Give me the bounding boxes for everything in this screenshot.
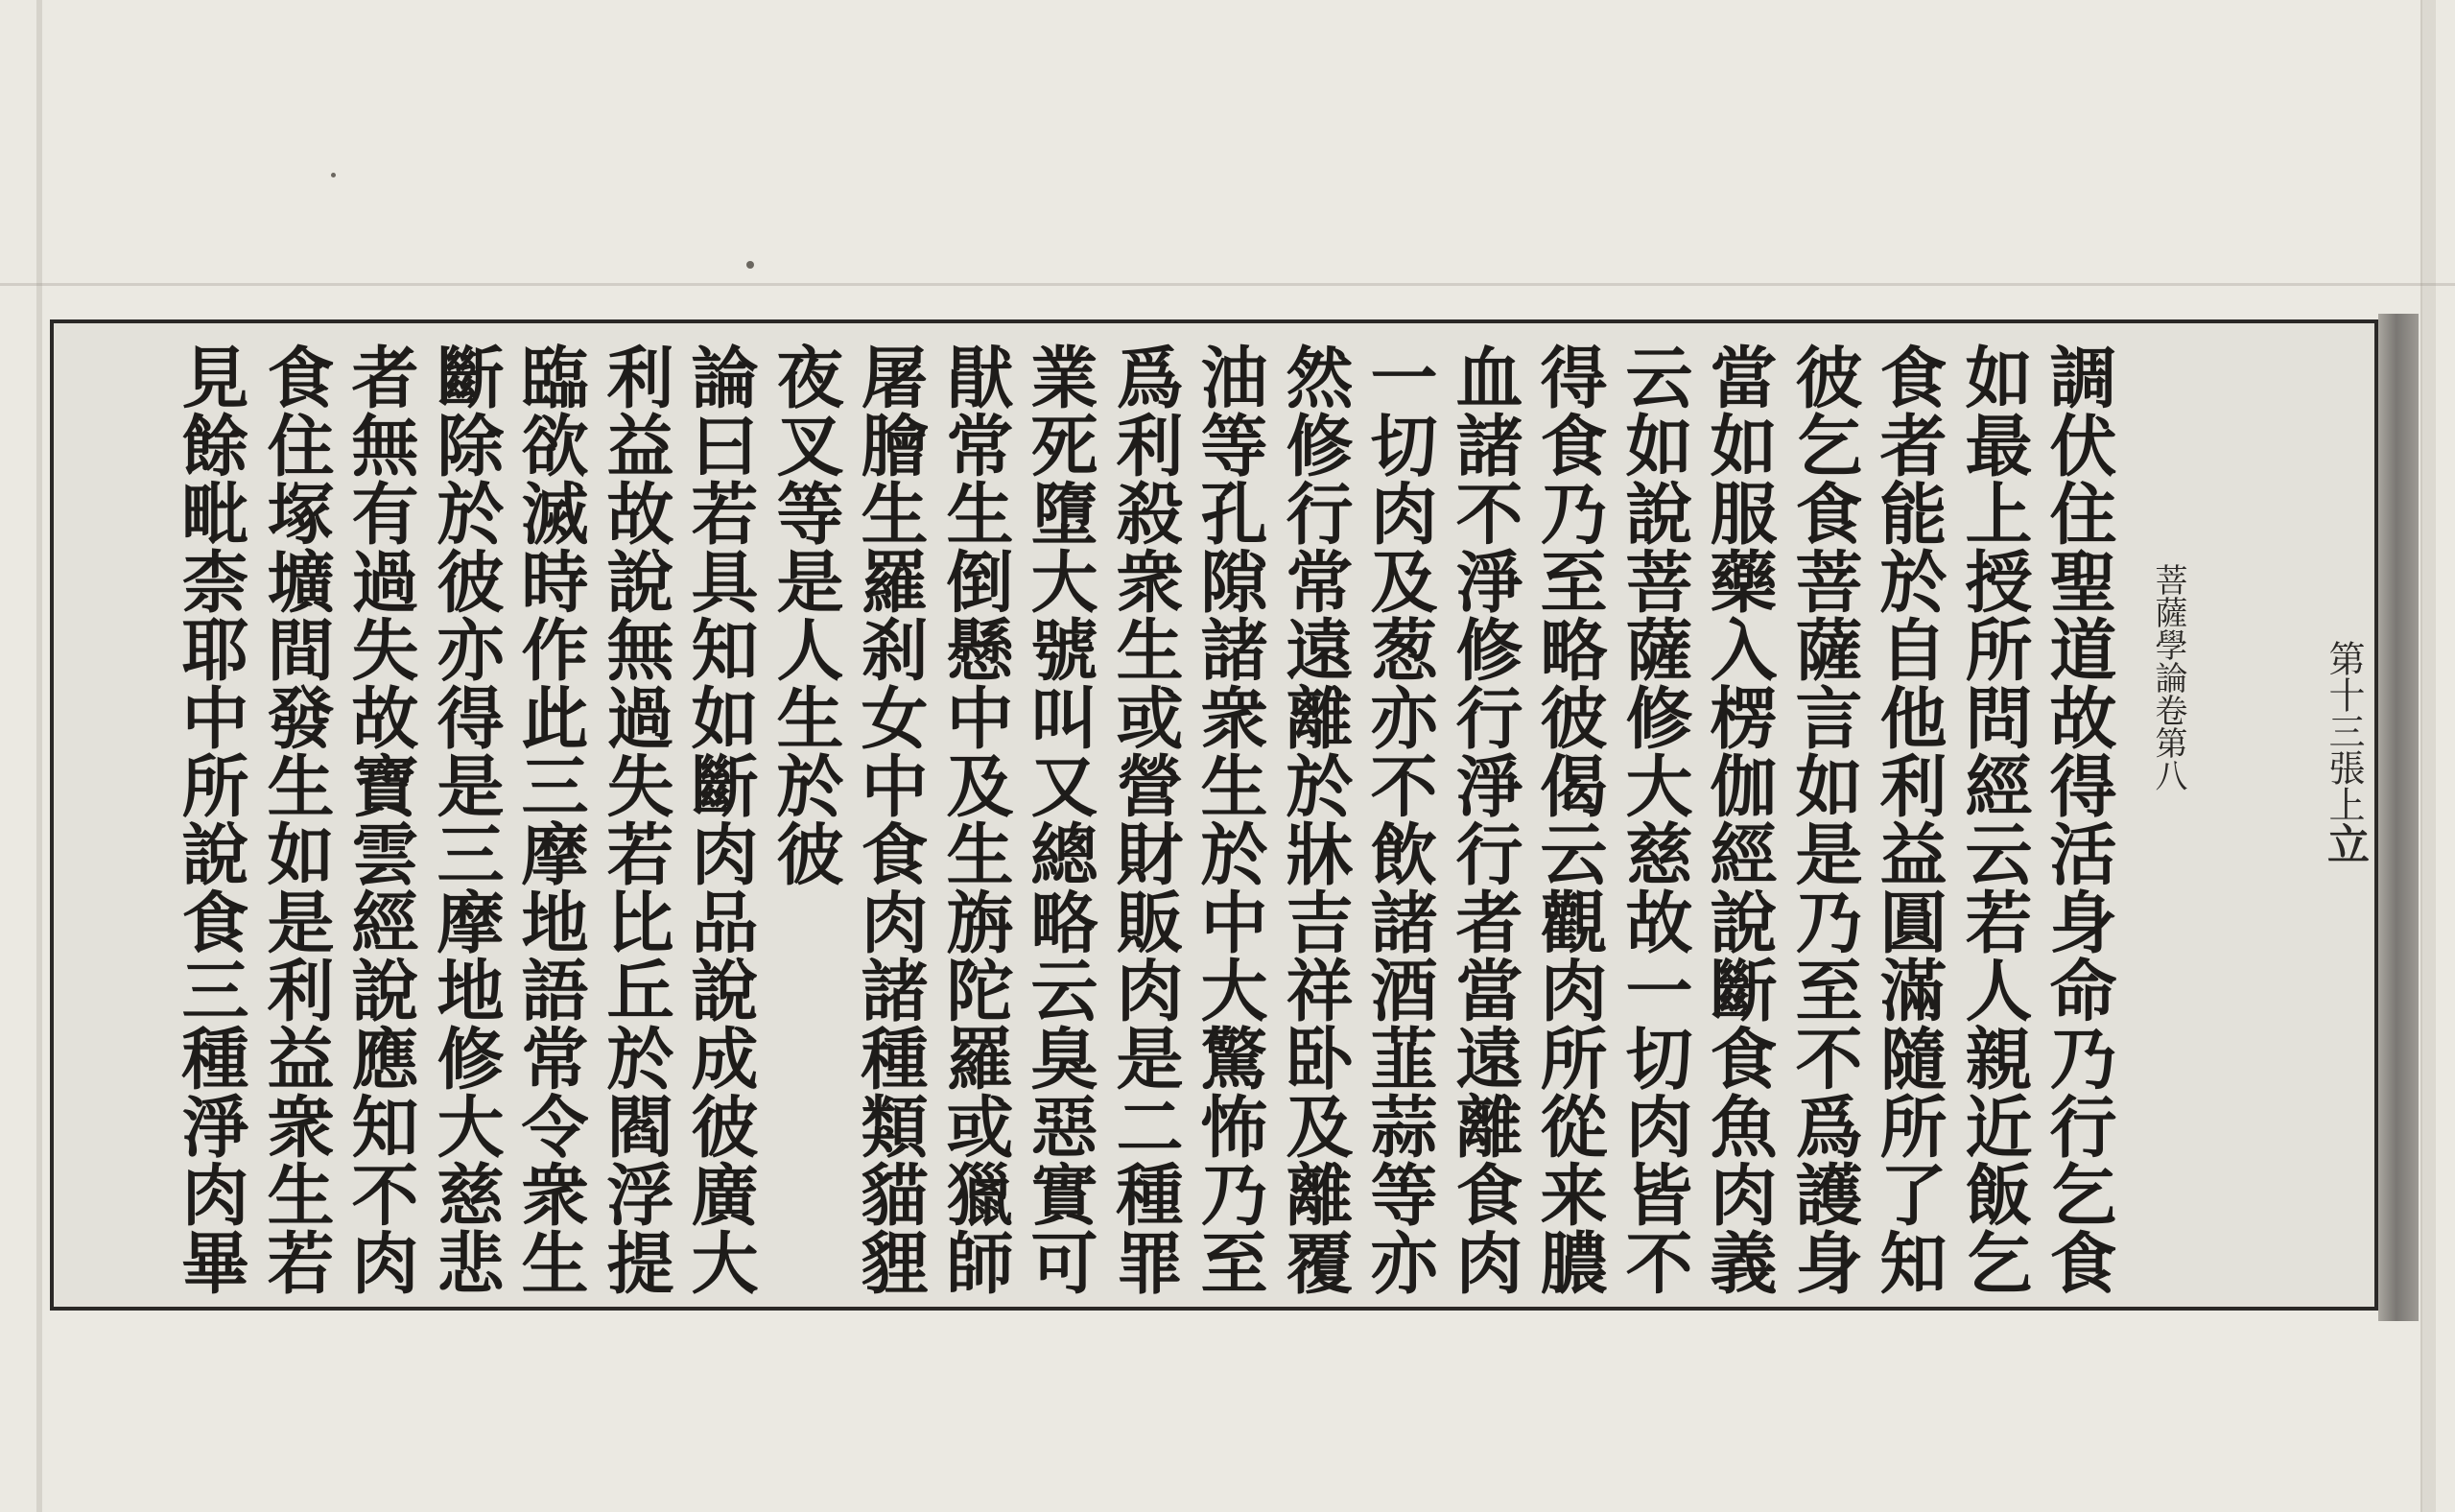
text-column: 得食乃至略彼偈云觀肉所從来膿 (1529, 343, 1609, 1296)
text-column: 調伏住聖道故得活身命乃行乞食 (2039, 343, 2118, 1296)
text-column: 業死墮大號叫又總略云臭惡實可 (1020, 343, 1099, 1296)
text-column: 論曰若具知如斷肉品說成彼廣大 (680, 343, 760, 1296)
left-page-edge (36, 0, 42, 1512)
margin-page-number (2313, 640, 2374, 864)
text-column: 屠膾生羅刹女中食肉諸種類貓貍 (850, 343, 930, 1296)
right-page-edge (2420, 0, 2436, 1512)
text-column: 利益故說無過失若比丘於閻浮提 (596, 343, 675, 1296)
margin-title: 菩薩學論卷第八 (2149, 563, 2187, 791)
page-label: 第十三張 (2323, 640, 2365, 786)
text-column: 斷除於彼亦得是三摩地修大慈悲 (426, 343, 506, 1296)
text-column: 猒常生倒懸中及生旃陀羅或獵師 (935, 343, 1015, 1296)
ink-speck (331, 173, 336, 177)
text-column: 一切肉及葱亦不飲諸酒韮蒜等亦 (1359, 343, 1439, 1296)
text-column: 見餘毗柰耶中所說食三種淨肉畢 (171, 343, 250, 1296)
text-column: 當如服藥入楞伽經說斷食魚肉義 (1699, 343, 1779, 1296)
text-column: 臨欲滅時作此三摩地語常令衆生 (510, 343, 590, 1296)
text-column: 彼乞食菩薩言如是乃至不爲護身 (1784, 343, 1864, 1296)
paper-fold (0, 283, 2455, 286)
text-column: 云如說菩薩修大慈故一切肉皆不 (1615, 343, 1694, 1296)
text-column: 油等孔隙諸衆生於中大驚怖乃至 (1190, 343, 1269, 1296)
page-suffix: 上 (2323, 786, 2365, 822)
text-column: 夜叉等是人生於彼 (766, 343, 845, 887)
text-column: 者無有過失故寶雲經說應知不肉 (341, 343, 420, 1296)
text-column: 血諸不淨修行淨行者當遠離食肉 (1445, 343, 1524, 1296)
text-column: 如最上授所問經云若人親近飯乞 (1954, 343, 2034, 1296)
ink-speck (746, 261, 754, 269)
printed-text-block (50, 319, 2378, 1311)
page-mark: 立 (2320, 822, 2369, 864)
text-column: 食者能於自他利益圓滿隨所了知 (1869, 343, 1948, 1296)
text-column: 食住塚壙間發生如是利益衆生若 (256, 343, 336, 1296)
text-column: 然修行常遠離於牀吉祥卧及離覆 (1275, 343, 1355, 1296)
text-column: 爲利殺衆生或營財販肉是二種罪 (1105, 343, 1185, 1296)
